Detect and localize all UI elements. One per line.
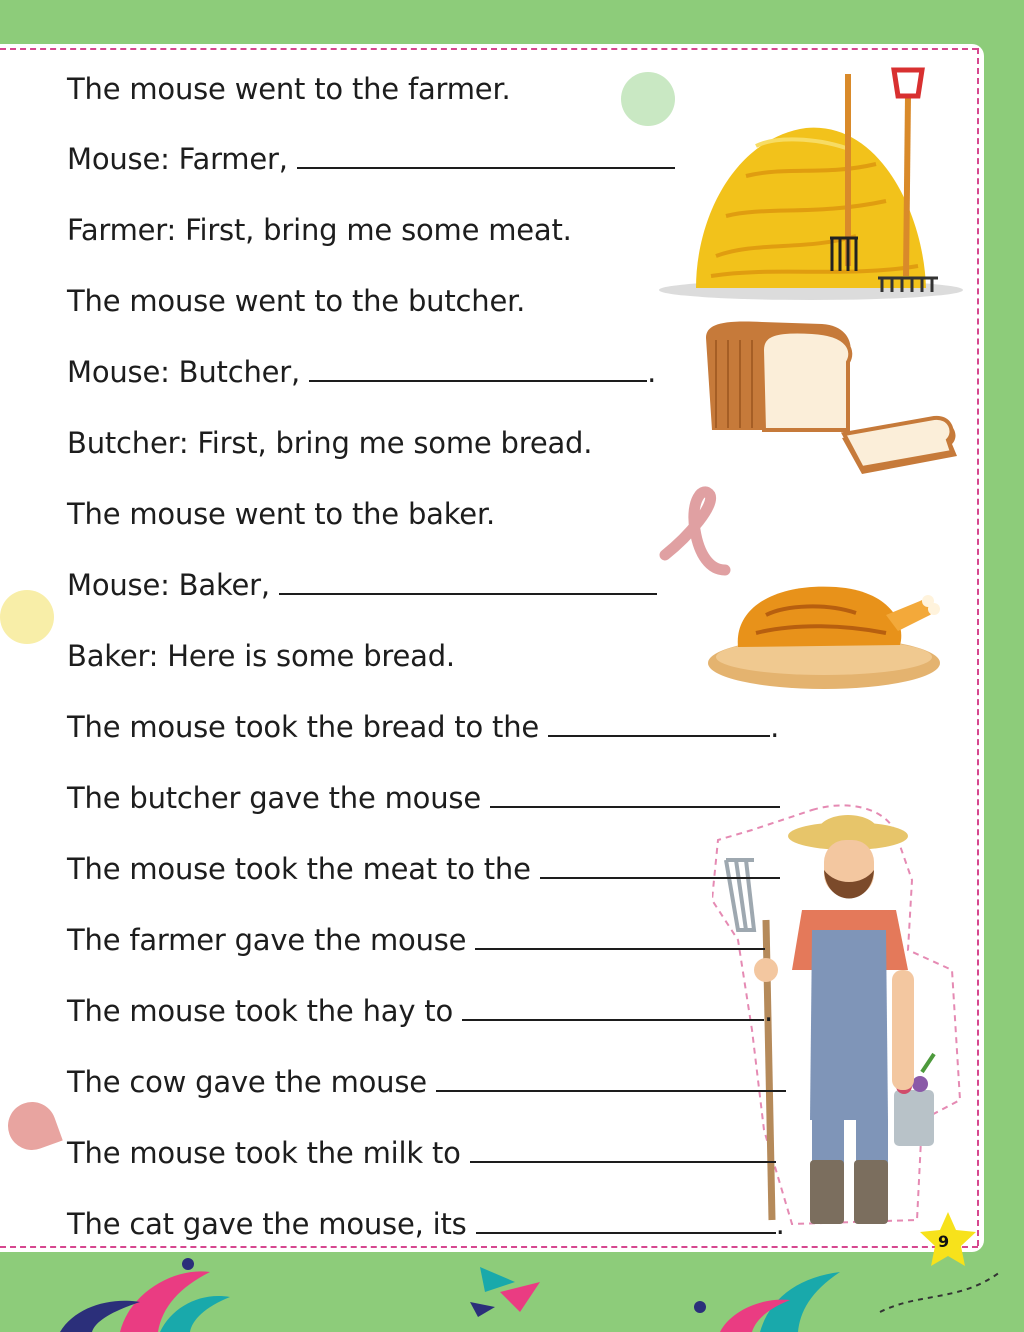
line-2-text: Mouse: Farmer, <box>67 142 297 176</box>
line-14-end: . <box>764 994 774 1028</box>
bread-loaf-icon <box>702 320 962 490</box>
line-5-text: Mouse: Butcher, <box>67 355 310 389</box>
line-16 <box>67 1136 776 1170</box>
dashed-border-right <box>977 48 979 1246</box>
pink-ribbon-decoration <box>655 485 735 585</box>
yellow-dot-decoration <box>0 590 54 644</box>
line-6 <box>67 426 592 460</box>
answer-blank-13[interactable] <box>475 924 765 950</box>
line-6-text: Butcher: First, bring me some bread. <box>67 426 593 460</box>
line-13-text: The farmer gave the mouse <box>67 923 476 957</box>
answer-blank-2[interactable] <box>297 143 675 169</box>
line-4 <box>67 284 525 318</box>
answer-blank-16[interactable] <box>470 1137 776 1163</box>
line-15-text: The cow gave the mouse <box>67 1065 436 1099</box>
dashed-border-bottom <box>0 1246 978 1248</box>
line-8 <box>67 568 657 602</box>
answer-blank-8[interactable] <box>279 569 657 595</box>
line-10 <box>67 710 779 744</box>
dashed-border-top <box>0 48 978 50</box>
line-3 <box>67 213 572 247</box>
answer-blank-5[interactable] <box>309 356 647 382</box>
line-12-text: The mouse took the meat to the <box>67 852 540 886</box>
line-7 <box>67 497 495 531</box>
answer-blank-11[interactable] <box>490 782 780 808</box>
answer-blank-12[interactable] <box>540 853 780 879</box>
line-5-end: . <box>647 355 657 389</box>
roast-chicken-icon <box>706 575 946 695</box>
bottom-splash-decoration <box>0 1252 1024 1332</box>
line-17-end: . <box>775 1207 785 1241</box>
line-2 <box>67 142 675 176</box>
line-4-text: The mouse went to the butcher. <box>67 284 526 318</box>
page-number: 9 <box>938 1232 950 1251</box>
answer-blank-15[interactable] <box>436 1066 786 1092</box>
line-9-text: Baker: Here is some bread. <box>67 639 455 673</box>
line-11 <box>67 781 780 815</box>
answer-blank-14[interactable] <box>462 995 764 1021</box>
line-7-text: The mouse went to the baker. <box>67 497 496 531</box>
line-14 <box>67 994 773 1028</box>
line-16-text: The mouse took the milk to <box>67 1136 470 1170</box>
line-17 <box>67 1207 785 1241</box>
haystack-icon <box>656 66 966 306</box>
line-5 <box>67 355 656 389</box>
line-10-end: . <box>770 710 780 744</box>
answer-blank-17[interactable] <box>476 1208 776 1234</box>
line-3-text: Farmer: First, bring me some meat. <box>67 213 572 247</box>
line-1 <box>67 72 511 106</box>
line-15 <box>67 1065 786 1099</box>
line-8-text: Mouse: Baker, <box>67 568 279 602</box>
line-10-text: The mouse took the bread to the <box>67 710 549 744</box>
line-1-text: The mouse went to the farmer. <box>67 72 511 106</box>
line-12 <box>67 852 780 886</box>
line-14-text: The mouse took the hay to <box>67 994 463 1028</box>
answer-blank-10[interactable] <box>548 711 770 737</box>
line-9 <box>67 639 455 673</box>
line-17-text: The cat gave the mouse, its <box>67 1207 476 1241</box>
line-11-text: The butcher gave the mouse <box>67 781 490 815</box>
line-13 <box>67 923 765 957</box>
